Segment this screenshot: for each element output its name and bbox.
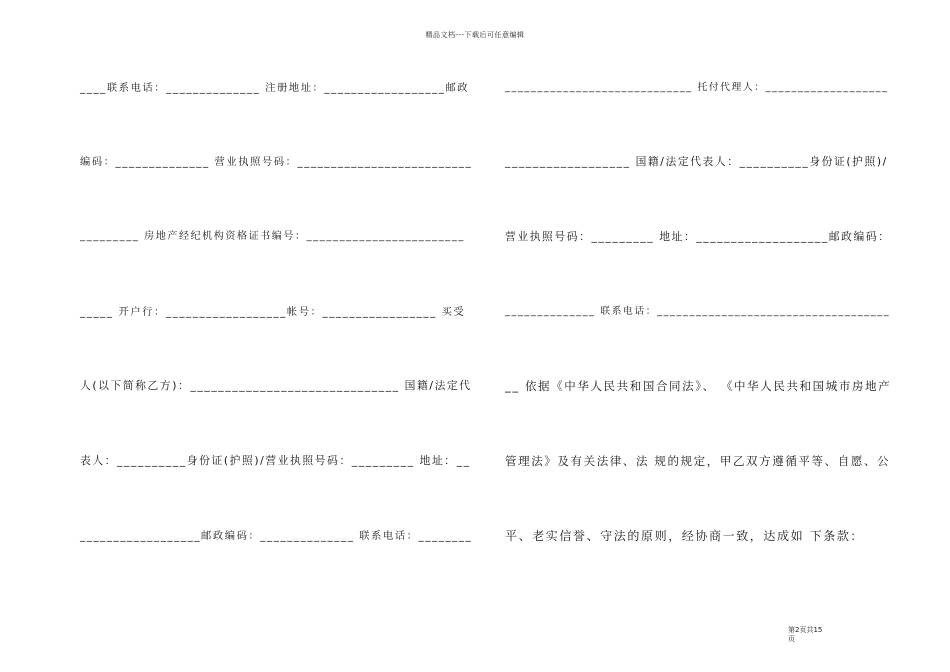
text-line: 编码：______________ 营业执照号码：__________________________	[80, 156, 473, 168]
page-number-line: 页	[788, 635, 795, 643]
text-line: ______________ 联系电话：____________________________________	[505, 306, 891, 317]
page-number	[788, 626, 822, 644]
page-number-line: 第2页共15	[788, 626, 823, 634]
text-line: _____ 开户行：__________________帐号：_________________ 买受	[80, 306, 466, 318]
text-line: __ 依据《中华人民共和国合同法》、 《中华人民共和国城市房地产	[505, 379, 892, 393]
page-header: 精品文档---下载后可任意编辑	[425, 31, 525, 39]
text-line: _________ 房地产经纪机构资格证书编号：________________________	[80, 231, 465, 242]
text-line: ____联系电话：______________ 注册地址：__________________邮政	[80, 82, 470, 94]
text-line: 管理法》及有关法律、法 规的规定，甲乙双方遵循平等、自愿、公	[505, 454, 891, 468]
text-line: __________________邮政编码：______________ 联系电话：________	[80, 530, 473, 542]
text-line: _____________________________ 托付代理人：___________________	[505, 82, 889, 93]
text-line: 人(以下简称乙方)：______________________________ 国籍/法定代	[80, 379, 472, 392]
text-line: __________________ 国籍/法定代表人：__________身份证(护照)/	[505, 155, 888, 168]
text-line: 平、老实信誉、守法的原则，经协商一致，达成如 下条款：	[505, 529, 865, 543]
text-line: 营业执照号码：_________ 地址：___________________邮政编码：	[505, 230, 891, 243]
text-line: 表人：__________身份证(护照)/营业执照号码：_________ 地址：__	[80, 454, 471, 467]
